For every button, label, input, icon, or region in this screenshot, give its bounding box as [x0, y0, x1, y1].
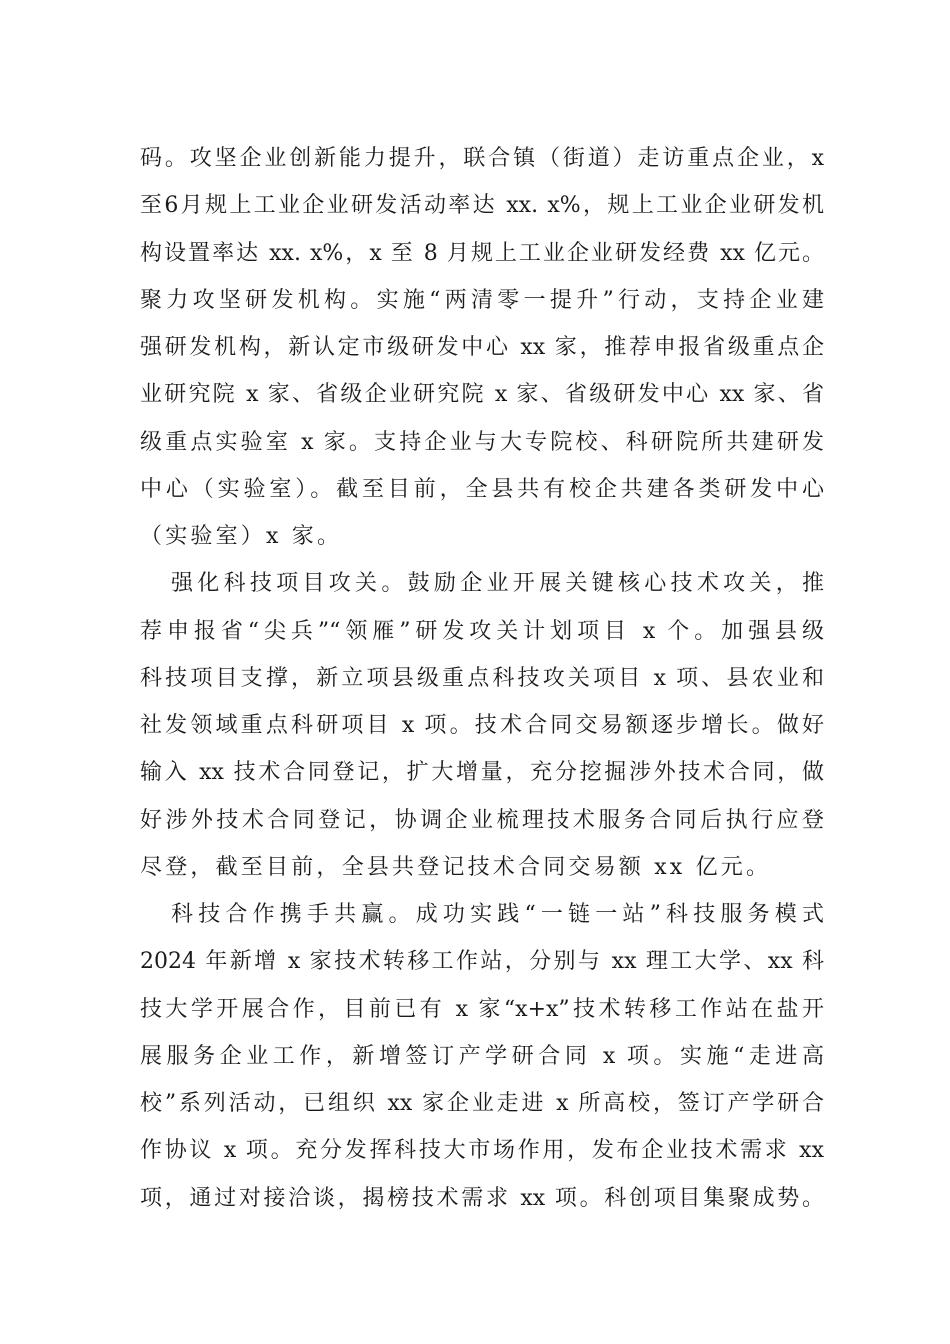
paragraph-line: 技大学开展合作，目前已有 x 家“x+x”技术转移工作站在盐开 — [140, 997, 824, 1022]
paragraph-line: 尽登，截至目前，全县共登记技术合同交易额 xx 亿元。 — [140, 855, 772, 880]
paragraph-line: 展服务企业工作，新增签订产学研合同 x 项。实施“走进高 — [140, 1044, 824, 1069]
paragraph-line: 级重点实验室 x 家。支持企业与大专院校、科研院所共建研发 — [140, 430, 824, 455]
paragraph-line: 中心（实验室）。截至目前，全县共有校企共建各类研发中心 — [140, 477, 824, 502]
paragraph-line: 聚力攻坚研发机构。实施“两清零一提升”行动，支持企业建 — [140, 288, 824, 313]
paragraph-line: 构设置率达 xx. x%，x 至 8 月规上工业企业研发经费 xx 亿元。 — [140, 241, 824, 266]
paragraph-line: 科技项目支撑，新立项县级重点科技攻关项目 x 项、县农业和 — [140, 666, 824, 691]
paragraph-line: 荐申报省“尖兵”“领雁”研发攻关计划项目 x 个。加强县级 — [140, 619, 824, 644]
paragraph-line: 输入 xx 技术合同登记，扩大增量，充分挖掘涉外技术合同，做 — [140, 760, 824, 785]
paragraph-line: 科技合作携手共赢。成功实践“一链一站”科技服务模式 — [171, 902, 824, 927]
paragraph-line: 业研究院 x 家、省级企业研究院 x 家、省级研发中心 xx 家、省 — [140, 382, 824, 407]
paragraph-line: 强化科技项目攻关。鼓励企业开展关键核心技术攻关，推 — [171, 571, 824, 596]
paragraph-line: 校”系列活动，已组织 xx 家企业走进 x 所高校，签订产学研合 — [140, 1091, 824, 1116]
paragraph-line: 好涉外技术合同登记，协调企业梳理技术服务合同后执行应登 — [140, 808, 824, 833]
paragraph-line: 作协议 x 项。充分发挥科技大市场作用，发布企业技术需求 xx — [140, 1138, 824, 1163]
paragraph-line: 强研发机构，新认定市级研发中心 xx 家，推荐申报省级重点企 — [140, 335, 824, 360]
paragraph-line: 2024 年新增 x 家技术转移工作站，分别与 xx 理工大学、xx 科 — [140, 949, 824, 974]
paragraph-line: 码。攻坚企业创新能力提升，联合镇（街道）走访重点企业，x — [140, 146, 824, 171]
paragraph-line: 至6月规上工业企业研发活动率达 xx. x%，规上工业企业研发机 — [140, 193, 824, 218]
paragraph-line: （实验室）x 家。 — [140, 524, 343, 549]
paragraph-line: 项，通过对接洽谈，揭榜技术需求 xx 项。科创项目集聚成势。 — [140, 1186, 824, 1211]
paragraph-line: 社发领域重点科研项目 x 项。技术合同交易额逐步增长。做好 — [140, 713, 824, 738]
